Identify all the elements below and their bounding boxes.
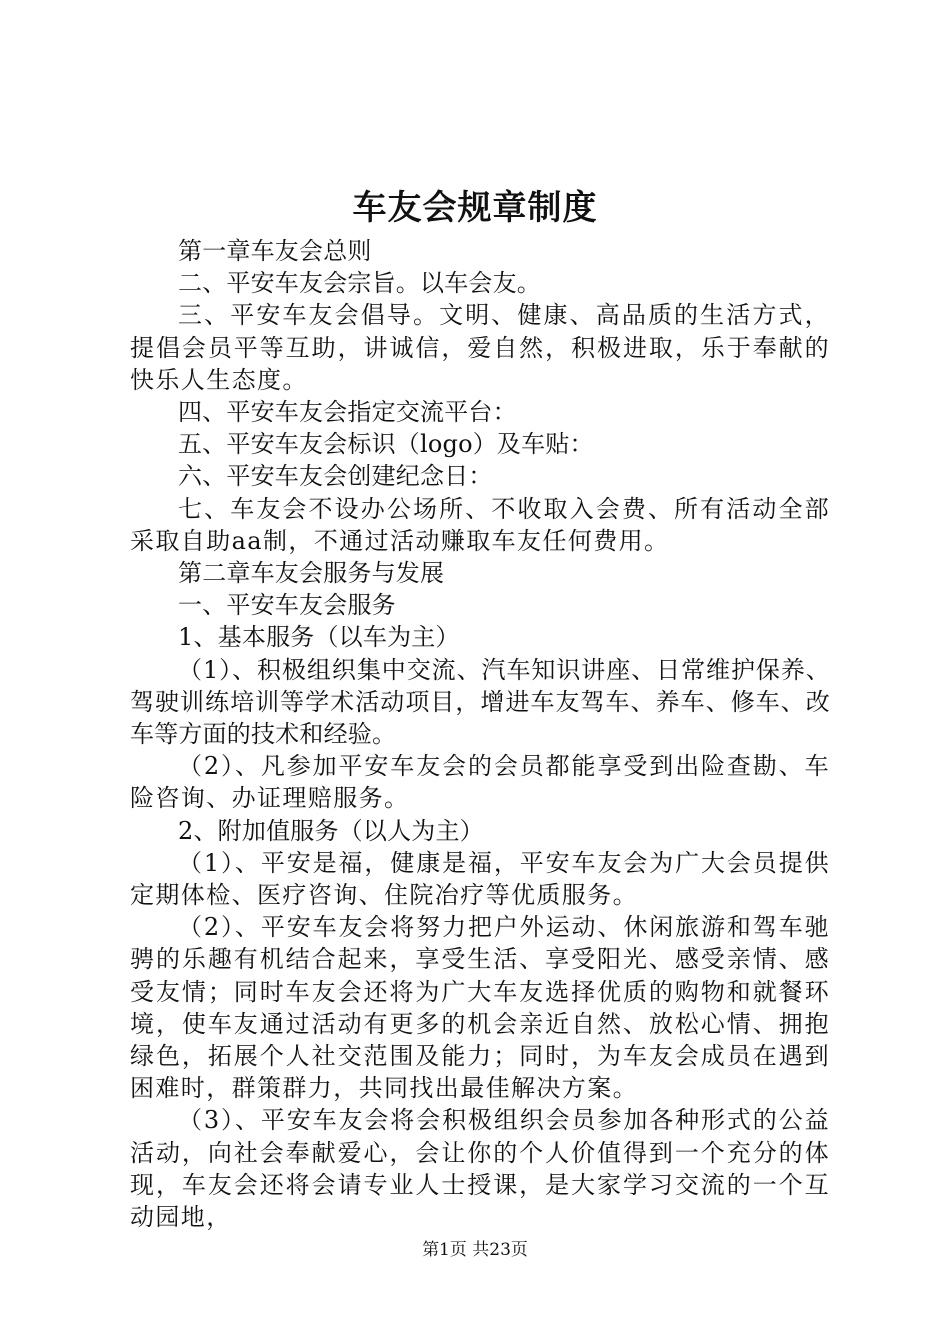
paragraph-platform: 四、平安车友会指定交流平台： — [178, 398, 517, 427]
paragraph-value-added-3: （3）、平安车友会将会积极组织会员参加各种形式的公益活动，向社会奉献爱心，会让你的个人价值得到一个充分的体现，车友会还将会请专业人士授课，是大家学习交流的一个互动园地， — [130, 1106, 830, 1232]
paragraph-basic-service-2: （2）、凡参加平安车友会的会员都能享受到出险查勘、车险咨询、办证理赔服务。 — [130, 752, 830, 813]
paragraph-basic-service-1: （1）、积极组织集中交流、汽车知识讲座、日常维护保养、驾驶训练培训等学术活动项目，增进车友驾车、养车、修车、改车等方面的技术和经验。 — [130, 655, 830, 749]
paragraph-purpose: 二、平安车友会宗旨。以车会友。 — [178, 269, 541, 298]
paragraph-chapter-2: 第二章车友会服务与发展 — [178, 559, 445, 588]
paragraph-value-added-2: （2）、平安车友会将努力把户外运动、休闲旅游和驾车驰骋的乐趣有机结合起来，享受生活、享受阳光、感受亲情、感受友情；同时车友会还将为广大车友选择优质的购物和就餐环境，使车友通过活动有更多的机会亲近自然、放松心情、拥抱绿色，拓展个人社交范围及能力；同时，为车友会成员在遇到困难时，群策群力，共同找出最佳解决方案。 — [130, 913, 830, 1103]
paragraph-services-heading: 一、平安车友会服务 — [178, 591, 396, 620]
paragraph-logo: 五、平安车友会标识（logo）及车贴： — [178, 430, 594, 459]
page-footer: 第1页 共23页 — [422, 1240, 528, 1260]
paragraph-basic-service: 1、基本服务（以车为主） — [178, 623, 460, 652]
paragraph-value-added-service: 2、附加值服务（以人为主） — [178, 816, 484, 845]
paragraph-fees: 七、车友会不设办公场所、不收取入会费、所有活动全部采取自助aa制，不通过活动赚取车友任何费用。 — [130, 494, 830, 555]
paragraph-advocacy: 三、平安车友会倡导。文明、健康、高品质的生活方式，提倡会员平等互助，讲诚信，爱自然，积极进取，乐于奉献的快乐人生态度。 — [130, 301, 830, 394]
paragraph-anniversary: 六、平安车友会创建纪念日： — [178, 462, 493, 491]
paragraph-value-added-1: （1）、平安是福，健康是福，平安车友会为广大会员提供定期体检、医疗咨询、住院冶疗等优质服务。 — [130, 848, 830, 910]
document-title: 车友会规章制度 — [352, 188, 598, 228]
document-body — [130, 235, 830, 1233]
paragraph-chapter-1: 第一章车友会总则 — [178, 237, 372, 265]
